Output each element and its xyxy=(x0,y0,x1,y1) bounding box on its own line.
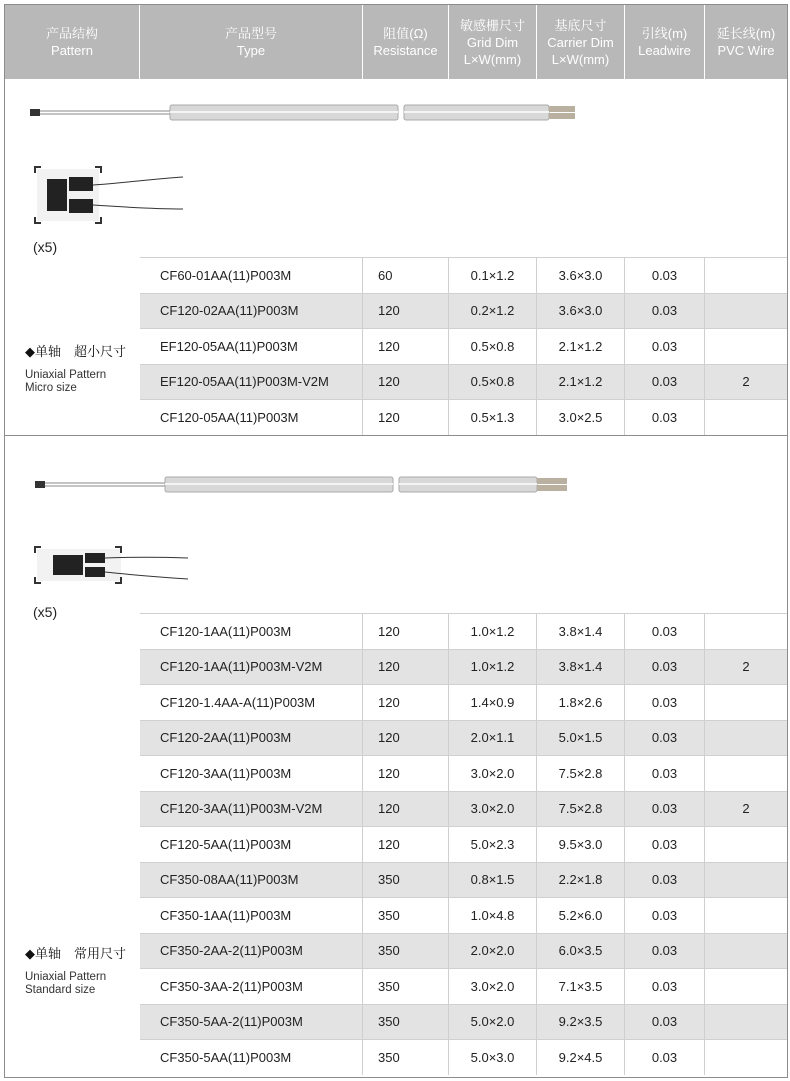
header-type xyxy=(140,5,363,79)
cell-type: EF120-05AA(11)P003M xyxy=(140,329,363,364)
cell-res: 120 xyxy=(363,827,449,862)
cell-res: 120 xyxy=(363,400,449,435)
cell-res: 120 xyxy=(363,614,449,649)
cell-res: 120 xyxy=(363,756,449,791)
table-row xyxy=(140,613,787,649)
header-pattern-zh: 产品结构 xyxy=(45,26,98,41)
cell-res: 350 xyxy=(363,863,449,898)
section-standard-size xyxy=(5,437,787,1077)
cell-type: CF350-3AA-2(11)P003M xyxy=(140,969,363,1004)
section-label xyxy=(25,943,126,997)
header-pvc-zh: 延长线(m) xyxy=(716,26,776,41)
cell-res: 120 xyxy=(363,650,449,685)
cell-type: CF120-02AA(11)P003M xyxy=(140,294,363,329)
cell-grid: 1.0×1.2 xyxy=(449,614,537,649)
cell-carrier: 3.8×1.4 xyxy=(537,614,625,649)
cell-res: 120 xyxy=(363,365,449,400)
cell-grid: 3.0×2.0 xyxy=(449,969,537,1004)
table-row xyxy=(140,755,787,791)
cell-lead: 0.03 xyxy=(625,934,705,969)
cell-pvc xyxy=(705,863,787,898)
cell-grid: 2.0×2.0 xyxy=(449,934,537,969)
cell-res: 120 xyxy=(363,721,449,756)
cell-lead: 0.03 xyxy=(625,685,705,720)
section-label-en xyxy=(25,971,126,997)
gauge-with-cable-image xyxy=(35,473,595,497)
cell-pvc xyxy=(705,1040,787,1075)
cell-res: 350 xyxy=(363,1005,449,1040)
cell-carrier: 7.5×2.8 xyxy=(537,756,625,791)
cell-pvc xyxy=(705,400,787,435)
table-row xyxy=(140,293,787,329)
cell-lead: 0.03 xyxy=(625,898,705,933)
cell-type: CF120-3AA(11)P003M-V2M xyxy=(140,792,363,827)
cell-pvc xyxy=(705,969,787,1004)
table-row xyxy=(140,257,787,293)
cell-pvc: 2 xyxy=(742,374,750,390)
cell-res: 60 xyxy=(363,258,449,293)
header-type-en: Type xyxy=(236,43,266,58)
standard-strain-gauge-image xyxy=(33,545,193,585)
cell-grid: 0.5×0.8 xyxy=(449,365,537,400)
cell-lead: 0.03 xyxy=(625,365,705,400)
quantity-label: (x5) xyxy=(33,604,58,620)
table-row xyxy=(140,684,787,720)
header-pattern-en: Pattern xyxy=(51,43,93,58)
header-resistance xyxy=(363,5,449,79)
cell-pvc xyxy=(705,294,787,329)
header-carrier-zh: 基底尺寸 xyxy=(554,17,607,33)
cell-res: 120 xyxy=(363,294,449,329)
cell-lead: 0.03 xyxy=(625,721,705,756)
cell-res: 120 xyxy=(363,685,449,720)
cell-lead: 0.03 xyxy=(625,827,705,862)
cell-res: 350 xyxy=(363,969,449,1004)
cell-type: CF120-05AA(11)P003M xyxy=(140,400,363,435)
cell-res: 350 xyxy=(363,934,449,969)
header-carrier xyxy=(537,5,625,79)
cell-pvc: 2 xyxy=(742,801,750,817)
table-row xyxy=(140,862,787,898)
cell-pvc xyxy=(705,329,787,364)
table-row xyxy=(140,720,787,756)
cell-lead: 0.03 xyxy=(625,969,705,1004)
cell-lead: 0.03 xyxy=(625,294,705,329)
cell-type: CF120-1.4AA-A(11)P003M xyxy=(140,685,363,720)
table-row xyxy=(140,826,787,862)
cell-res: 350 xyxy=(363,1040,449,1075)
cell-type: CF120-1AA(11)P003M xyxy=(140,614,363,649)
cell-type: CF350-5AA-2(11)P003M xyxy=(140,1005,363,1040)
cell-lead: 0.03 xyxy=(625,1005,705,1040)
cell-grid: 0.8×1.5 xyxy=(449,863,537,898)
cell-carrier: 5.2×6.0 xyxy=(537,898,625,933)
cell-pvc xyxy=(705,1005,787,1040)
section-label xyxy=(25,341,126,395)
header-res-zh: 阻值(Ω) xyxy=(383,26,428,41)
section-label-en xyxy=(25,369,126,395)
cell-lead: 0.03 xyxy=(625,400,705,435)
cell-pvc xyxy=(705,614,787,649)
cell-res: 350 xyxy=(363,898,449,933)
cell-carrier: 9.2×3.5 xyxy=(537,1005,625,1040)
cell-lead: 0.03 xyxy=(625,792,705,827)
cell-type: CF120-2AA(11)P003M xyxy=(140,721,363,756)
cell-grid: 0.1×1.2 xyxy=(449,258,537,293)
cell-grid: 0.5×0.8 xyxy=(449,329,537,364)
table-header xyxy=(5,5,787,79)
cell-lead: 0.03 xyxy=(625,756,705,791)
cell-carrier: 3.6×3.0 xyxy=(537,294,625,329)
cell-res: 120 xyxy=(363,792,449,827)
section-label-en1: Uniaxial Pattern xyxy=(25,971,107,983)
section-label-en1: Uniaxial Pattern xyxy=(25,369,107,381)
header-pvc-en: PVC Wire xyxy=(717,43,775,58)
cell-pvc xyxy=(705,721,787,756)
cell-carrier: 6.0×3.5 xyxy=(537,934,625,969)
header-type-zh: 产品型号 xyxy=(224,26,277,41)
cell-pvc xyxy=(705,756,787,791)
cell-type: CF120-5AA(11)P003M xyxy=(140,827,363,862)
cell-carrier: 1.8×2.6 xyxy=(537,685,625,720)
cell-grid: 5.0×2.0 xyxy=(449,1005,537,1040)
cell-type: EF120-05AA(11)P003M-V2M xyxy=(140,365,363,400)
cell-lead: 0.03 xyxy=(625,329,705,364)
cell-carrier: 9.2×4.5 xyxy=(537,1040,625,1075)
header-pattern xyxy=(5,5,140,79)
cell-pvc xyxy=(705,258,787,293)
table-row xyxy=(140,328,787,364)
header-grid-zh: 敏感栅尺寸 xyxy=(459,17,525,33)
section-label-zh: ◆单轴 超小尺寸 xyxy=(25,344,126,359)
cell-pvc xyxy=(705,898,787,933)
cell-type: CF350-5AA(11)P003M xyxy=(140,1040,363,1075)
cell-carrier: 7.1×3.5 xyxy=(537,969,625,1004)
table-row xyxy=(140,364,787,400)
cell-pvc: 2 xyxy=(742,659,750,675)
cell-type: CF350-2AA-2(11)P003M xyxy=(140,934,363,969)
cell-carrier: 7.5×2.8 xyxy=(537,792,625,827)
cell-carrier: 3.6×3.0 xyxy=(537,258,625,293)
cell-grid: 1.0×4.8 xyxy=(449,898,537,933)
header-carrier-en2: L×W(mm) xyxy=(551,51,610,67)
cell-pvc xyxy=(705,685,787,720)
table-row xyxy=(140,1039,787,1075)
cell-carrier: 2.2×1.8 xyxy=(537,863,625,898)
header-lead-zh: 引线(m) xyxy=(641,26,688,41)
cell-grid: 0.2×1.2 xyxy=(449,294,537,329)
cell-type: CF350-08AA(11)P003M xyxy=(140,863,363,898)
cell-grid: 5.0×3.0 xyxy=(449,1040,537,1075)
cell-lead: 0.03 xyxy=(625,650,705,685)
cell-grid: 5.0×2.3 xyxy=(449,827,537,862)
cell-type: CF120-1AA(11)P003M-V2M xyxy=(140,650,363,685)
cell-pvc xyxy=(705,827,787,862)
cell-grid: 3.0×2.0 xyxy=(449,756,537,791)
cell-carrier: 3.0×2.5 xyxy=(537,400,625,435)
header-lead-en: Leadwire xyxy=(638,43,691,58)
cell-grid: 2.0×1.1 xyxy=(449,721,537,756)
section-micro-size xyxy=(5,79,787,436)
quantity-label: (x5) xyxy=(33,239,58,255)
cell-carrier: 5.0×1.5 xyxy=(537,721,625,756)
cell-carrier: 9.5×3.0 xyxy=(537,827,625,862)
header-grid-en1: Grid Dim xyxy=(466,34,519,50)
header-pvc-wire xyxy=(705,5,787,79)
gauge-with-cable-image xyxy=(30,101,590,125)
cell-pvc xyxy=(705,934,787,969)
cell-carrier: 2.1×1.2 xyxy=(537,365,625,400)
cell-lead: 0.03 xyxy=(625,614,705,649)
cell-lead: 0.03 xyxy=(625,863,705,898)
table-row xyxy=(140,399,787,435)
micro-strain-gauge-image xyxy=(33,165,193,225)
cell-lead: 0.03 xyxy=(625,258,705,293)
cell-type: CF350-1AA(11)P003M xyxy=(140,898,363,933)
cell-grid: 1.0×1.2 xyxy=(449,650,537,685)
cell-type: CF60-01AA(11)P003M xyxy=(140,258,363,293)
table-row xyxy=(140,968,787,1004)
table-row xyxy=(140,1004,787,1040)
cell-carrier: 2.1×1.2 xyxy=(537,329,625,364)
section-label-en2: Standard size xyxy=(25,984,96,996)
cell-type: CF120-3AA(11)P003M xyxy=(140,756,363,791)
table-row xyxy=(140,791,787,827)
cell-res: 120 xyxy=(363,329,449,364)
header-grid-en2: L×W(mm) xyxy=(463,51,522,67)
table-row xyxy=(140,649,787,685)
header-res-en: Resistance xyxy=(373,43,438,58)
cell-lead: 0.03 xyxy=(625,1040,705,1075)
table-row xyxy=(140,933,787,969)
cell-grid: 0.5×1.3 xyxy=(449,400,537,435)
cell-grid: 3.0×2.0 xyxy=(449,792,537,827)
header-grid xyxy=(449,5,537,79)
cell-grid: 1.4×0.9 xyxy=(449,685,537,720)
header-leadwire xyxy=(625,5,705,79)
table-row xyxy=(140,897,787,933)
section-label-zh: ◆单轴 常用尺寸 xyxy=(25,946,126,961)
header-carrier-en1: Carrier Dim xyxy=(547,34,614,50)
cell-carrier: 3.8×1.4 xyxy=(537,650,625,685)
section-label-en2: Micro size xyxy=(25,382,77,394)
